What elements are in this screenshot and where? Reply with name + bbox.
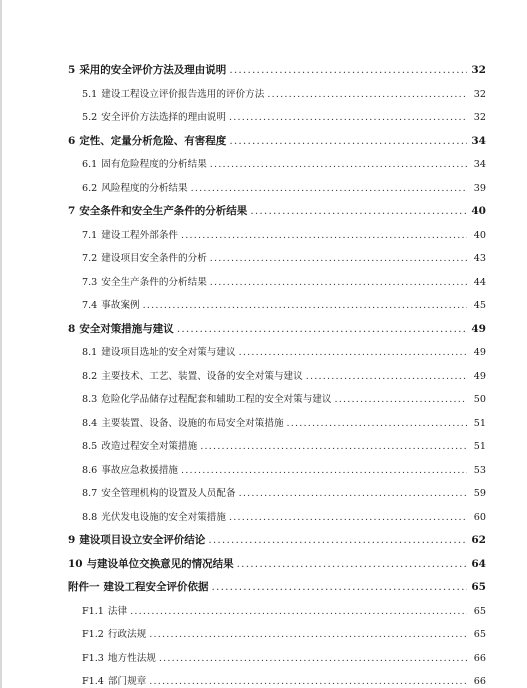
dot-leader	[200, 435, 467, 459]
toc-entry-title: 行政法规	[107, 629, 147, 640]
toc-entry-title: 安全对策措施与建议	[79, 322, 174, 335]
toc-entry-page-number: 44	[473, 276, 486, 288]
toc-entry-number: F1.2	[82, 629, 104, 640]
toc-entry-page-number: 51	[473, 441, 486, 452]
dot-leader	[208, 529, 467, 553]
dot-leader	[181, 459, 467, 483]
toc-entry-page-number: 45	[473, 300, 486, 311]
toc-entry-page-number: 32	[471, 64, 486, 76]
toc-entry-title: 地方性法规	[107, 652, 156, 664]
toc-entry-number: 7.2	[82, 253, 98, 264]
toc-entry-number: 7.3	[82, 276, 98, 288]
toc-entry-number: 6.2	[82, 182, 98, 194]
dot-leader	[210, 271, 467, 295]
toc-entry-title: 建设项目设立安全评价结论	[79, 534, 206, 546]
toc-entry-page-number: 66	[473, 676, 486, 687]
toc-chapter-entry[interactable]	[68, 130, 486, 154]
toc-entry-page-number: 65	[471, 581, 486, 593]
toc-section-entry[interactable]	[68, 482, 486, 506]
toc-entry-title: 光伏发电设施的安全对策措施	[101, 511, 226, 523]
toc-entry-number: 8.3	[82, 394, 98, 405]
dot-leader	[212, 576, 468, 600]
toc-entry-title: 建设工程安全评价依据	[103, 581, 209, 593]
toc-entry-page-number: 39	[473, 182, 486, 194]
toc-chapter-entry[interactable]	[68, 59, 486, 83]
toc-entry-page-number: 66	[473, 652, 486, 664]
toc-chapter-entry[interactable]	[68, 529, 486, 553]
dot-leader	[210, 247, 467, 271]
toc-entry-title: 建设项目安全条件的分析	[101, 253, 207, 264]
toc-entry-title: 主要装置、设备、设施的布局安全对策措施	[101, 417, 284, 429]
toc-section-entry[interactable]	[68, 647, 486, 671]
toc-entry-title: 定性、定量分析危险、有害程度	[79, 134, 227, 147]
toc-entry-page-number: 65	[473, 629, 486, 640]
toc-entry-number: 10	[68, 557, 83, 570]
toc-chapter-entry[interactable]	[68, 553, 486, 577]
toc-entry-page-number: 49	[473, 370, 486, 382]
dot-leader	[229, 106, 467, 130]
toc-section-entry[interactable]	[68, 83, 486, 107]
dot-leader	[239, 341, 467, 365]
toc-chapter-entry[interactable]	[68, 318, 486, 342]
toc-entry-title: 采用的安全评价方法及理由说明	[79, 64, 227, 76]
dot-leader	[229, 59, 467, 83]
toc-chapter-entry[interactable]	[68, 576, 486, 600]
toc-section-entry[interactable]	[68, 600, 486, 624]
toc-section-entry[interactable]	[68, 388, 486, 412]
toc-entry-title: 法律	[107, 605, 128, 617]
toc-entry-number: 7.4	[82, 300, 98, 311]
toc-entry-page-number: 62	[471, 534, 486, 546]
page-left-edge	[0, 0, 2, 688]
dot-leader	[306, 365, 467, 389]
toc-entry-number: 8.1	[82, 347, 98, 358]
dot-leader	[181, 224, 467, 248]
dot-leader	[229, 506, 467, 530]
dot-leader	[250, 200, 467, 224]
dot-leader	[143, 294, 467, 318]
toc-entry-page-number: 49	[471, 322, 486, 335]
toc-entry-page-number: 34	[471, 134, 486, 147]
toc-section-entry[interactable]	[68, 459, 486, 483]
toc-entry-number: 8.2	[82, 370, 98, 382]
toc-entry-number: 8.5	[82, 441, 98, 452]
toc-entry-page-number: 40	[471, 205, 486, 217]
toc-entry-page-number: 49	[473, 347, 486, 358]
toc-section-entry[interactable]	[68, 271, 486, 295]
dot-leader	[149, 623, 467, 647]
toc-entry-title: 建设工程外部条件	[101, 229, 179, 241]
toc-entry-page-number: 51	[473, 417, 486, 429]
toc-entry-page-number: 53	[473, 464, 486, 476]
toc-entry-title: 建设项目选址的安全对策与建议	[101, 347, 236, 358]
toc-entry-number: 5.1	[82, 88, 98, 100]
toc-entry-number: 8.8	[82, 511, 98, 523]
dot-leader	[210, 153, 467, 177]
toc-entry-number: 7	[68, 205, 76, 217]
toc-entry-page-number: 59	[473, 488, 486, 499]
toc-section-entry[interactable]	[68, 341, 486, 365]
toc-section-entry[interactable]	[68, 412, 486, 436]
toc-entry-page-number: 34	[473, 159, 486, 170]
toc-entry-number: 7.1	[82, 229, 98, 241]
dot-leader	[267, 83, 467, 107]
toc-entry-number: 8.7	[82, 488, 98, 499]
toc-section-entry[interactable]	[68, 106, 486, 130]
toc-section-entry[interactable]	[68, 623, 486, 647]
dot-leader	[229, 130, 467, 154]
toc-section-entry[interactable]	[68, 506, 486, 530]
toc-entry-number: 8	[68, 322, 76, 335]
toc-section-entry[interactable]	[68, 294, 486, 318]
dot-leader	[335, 388, 467, 412]
toc-entry-page-number: 50	[473, 394, 486, 405]
toc-entry-title: 安全生产条件的分析结果	[101, 276, 207, 288]
toc-entry-title: 事故应急救援措施	[101, 464, 179, 476]
toc-entry-title: 建设工程设立评价报告选用的评价方法	[101, 88, 265, 100]
toc-entry-title: 危险化学品储存过程配套和辅助工程的安全对策与建议	[101, 394, 332, 405]
toc-entry-number: 8.6	[82, 464, 98, 476]
toc-section-entry[interactable]	[68, 365, 486, 389]
toc-entry-title: 安全条件和安全生产条件的分析结果	[79, 205, 248, 217]
dot-leader	[287, 412, 467, 436]
toc-entry-page-number: 40	[473, 229, 486, 241]
toc-entry-title: 安全评价方法选择的理由说明	[101, 112, 226, 123]
toc-entry-title: 改造过程安全对策措施	[101, 441, 198, 452]
toc-section-entry[interactable]	[68, 670, 486, 688]
dot-leader	[239, 482, 467, 506]
toc-entry-number: 5.2	[82, 112, 98, 123]
toc-entry-title: 固有危险程度的分析结果	[101, 159, 207, 170]
toc-section-entry[interactable]	[68, 177, 486, 201]
dot-leader	[177, 318, 467, 342]
toc-entry-page-number: 32	[473, 88, 486, 100]
dot-leader	[130, 600, 467, 624]
toc-entry-page-number: 32	[473, 112, 486, 123]
toc-entry-page-number: 64	[471, 557, 486, 570]
toc-entry-number: 9	[68, 534, 76, 546]
toc-entry-number: F1.3	[82, 652, 104, 664]
toc-entry-number: F1.1	[82, 605, 104, 617]
dot-leader	[149, 670, 467, 688]
toc-chapter-entry[interactable]	[68, 200, 486, 224]
toc-entry-number: 8.4	[82, 417, 98, 429]
dot-leader	[191, 177, 467, 201]
toc-entry-title: 安全管理机构的设置及人员配备	[101, 488, 236, 499]
toc-entry-number: 6	[68, 134, 76, 147]
toc-entry-number: 附件一	[68, 581, 100, 593]
toc-section-entry[interactable]	[68, 435, 486, 459]
dot-leader	[159, 647, 467, 671]
toc-entry-title: 部门规章	[107, 676, 147, 687]
toc-entry-number: 5	[68, 64, 76, 76]
toc-entry-page-number: 60	[473, 511, 486, 523]
toc-entry-title: 事故案例	[101, 300, 140, 311]
toc-entry-title: 主要技术、工艺、装置、设备的安全对策与建议	[101, 370, 303, 382]
toc-entry-title: 风险程度的分析结果	[101, 182, 188, 194]
toc-entry-page-number: 65	[473, 605, 486, 617]
toc-entry-title: 与建设单位交换意见的情况结果	[86, 557, 234, 570]
toc-entry-number: F1.4	[82, 676, 104, 687]
toc-section-entry[interactable]	[68, 153, 486, 177]
dot-leader	[237, 553, 467, 577]
toc-section-entry[interactable]	[68, 247, 486, 271]
table-of-contents	[68, 59, 486, 688]
toc-entry-number: 6.1	[82, 159, 98, 170]
toc-section-entry[interactable]	[68, 224, 486, 248]
toc-entry-page-number: 43	[473, 253, 486, 264]
